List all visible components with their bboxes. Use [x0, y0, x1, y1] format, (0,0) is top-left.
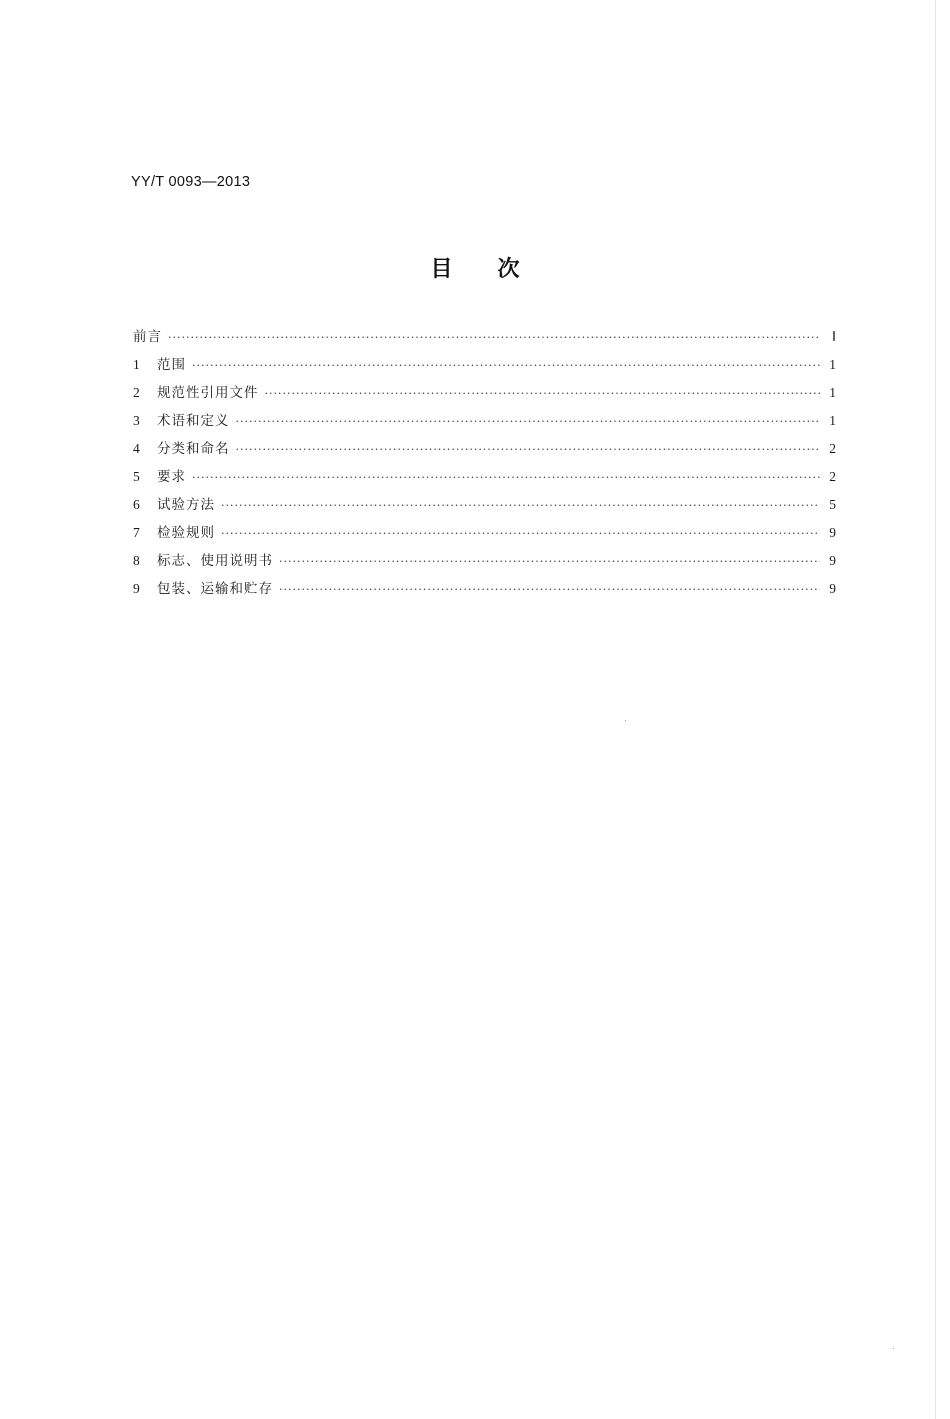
toc-entry-label: 要求 [157, 469, 186, 485]
toc-entry-6[interactable] [133, 493, 836, 521]
toc-leader-dots [192, 359, 820, 372]
toc-entry-number: 8 [133, 553, 140, 568]
table-of-contents [133, 325, 836, 605]
toc-entry-page: 9 [829, 581, 836, 596]
toc-leader-dots [192, 471, 820, 484]
toc-entry-label: 试验方法 [157, 497, 215, 513]
toc-entry-label: 规范性引用文件 [157, 385, 259, 401]
toc-entry-9[interactable] [133, 577, 836, 605]
toc-entry-page: 1 [829, 385, 836, 400]
scan-speck [625, 720, 626, 721]
toc-entry-number: 2 [133, 385, 140, 400]
toc-entry-page: 5 [829, 497, 836, 512]
toc-entry-8[interactable] [133, 549, 836, 577]
toc-entry-page: 1 [829, 413, 836, 428]
toc-leader-dots [279, 583, 820, 596]
toc-entry-page: Ⅰ [832, 329, 836, 344]
toc-entry-2[interactable] [133, 381, 836, 409]
scan-speck [893, 1348, 894, 1349]
toc-leader-dots [279, 555, 820, 568]
toc-entry-label: 包装、运输和贮存 [157, 581, 273, 597]
toc-entry-label: 检验规则 [157, 525, 215, 541]
toc-entry-7[interactable] [133, 521, 836, 549]
toc-entry-page: 1 [829, 357, 836, 372]
toc-leader-dots [236, 443, 821, 456]
toc-entry-3[interactable] [133, 409, 836, 437]
toc-entry-number: 7 [133, 525, 140, 540]
toc-title-char-2: 次 [497, 257, 520, 282]
toc-leader-dots [221, 527, 820, 540]
toc-title-char-1: 目 [430, 257, 453, 282]
standard-code: YY/T 0093—2013 [131, 174, 251, 190]
toc-entry-label: 术语和定义 [157, 413, 230, 429]
toc-entry-label: 分类和命名 [157, 441, 230, 457]
toc-entry-page: 9 [829, 553, 836, 568]
toc-entry-number: 5 [133, 469, 140, 484]
toc-entry-label: 标志、使用说明书 [157, 553, 273, 569]
toc-entry-number: 9 [133, 581, 140, 596]
toc-leader-dots [236, 415, 821, 428]
toc-entry-5[interactable] [133, 465, 836, 493]
toc-entry-label: 范围 [157, 357, 186, 373]
toc-entry-label: 前言 [133, 329, 162, 345]
toc-entry-page: 9 [829, 525, 836, 540]
toc-entry-page: 2 [829, 441, 836, 456]
toc-entry-number: 4 [133, 441, 140, 456]
toc-leader-dots [168, 331, 820, 344]
toc-leader-dots [221, 499, 820, 512]
page-edge-line [935, 0, 936, 1419]
toc-leader-dots [265, 387, 821, 400]
toc-entry-foreword[interactable] [133, 325, 836, 353]
toc-entry-page: 2 [829, 469, 836, 484]
toc-entry-number: 3 [133, 413, 140, 428]
toc-entry-number: 1 [133, 357, 140, 372]
toc-entry-number: 6 [133, 497, 140, 512]
toc-entry-4[interactable] [133, 437, 836, 465]
toc-entry-1[interactable] [133, 353, 836, 381]
toc-title [0, 252, 950, 283]
